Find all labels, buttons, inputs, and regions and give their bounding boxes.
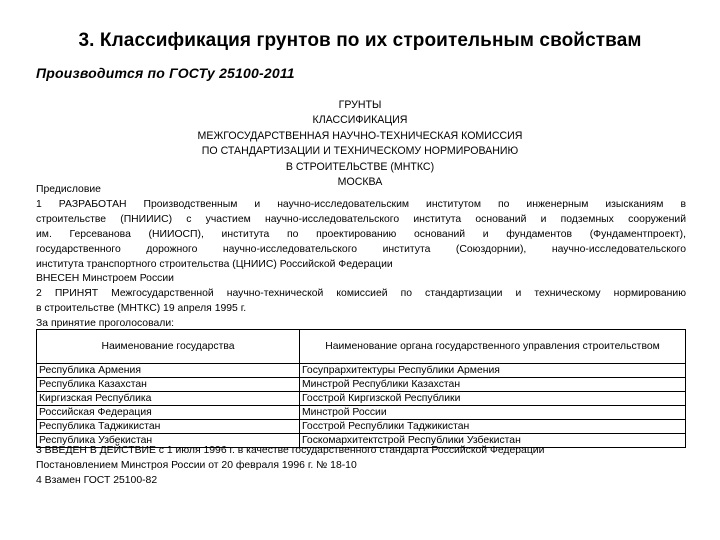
state-cell: Республика Узбекистан: [37, 434, 300, 448]
foreword-line: За принятие проголосовали:: [36, 318, 175, 330]
table-row: [37, 364, 686, 378]
state-cell: Республика Армения: [37, 364, 300, 378]
state-cell: Республика Казахстан: [37, 378, 300, 392]
table-header-row: [37, 330, 686, 364]
foreword-line: в строительстве (МНТКС) 19 апреля 1995 г.: [36, 303, 247, 315]
foreword-line: строительстве (ПНИИИС) с участием научно-исследовательского института оснований и подземных сооружений: [36, 213, 686, 225]
foreword-line: 2 ПРИНЯТ Межгосударственной научно-технической комиссией по стандартизации и техническому нормированию: [36, 288, 686, 300]
state-cell: Киргизская Республика: [37, 392, 300, 406]
enactment-text: [36, 444, 686, 489]
authority-cell: Минстрой России: [300, 406, 686, 420]
foreword-line: государственного дорожного научно-исследовательского института (Союздорнии), научно-исследовательского: [36, 243, 686, 255]
authority-cell: Минстрой Республики Казахстан: [300, 378, 686, 392]
column-header-state: Наименование государства: [37, 330, 300, 364]
enactment-line: 4 Взамен ГОСТ 25100-82: [36, 474, 158, 486]
foreword-line: института транспортного строительства (ЦНИИС) Российской Федерации: [36, 258, 393, 270]
voting-states-table: [36, 329, 686, 448]
enactment-line: Постановлением Минстроя России от 20 февраля 1996 г. № 18-10: [36, 459, 357, 471]
heading-line: МОСКВА: [337, 176, 383, 189]
page-title: 3. Классификация грунтов по их строительным свойствам: [78, 30, 642, 51]
state-cell: Республика Таджикистан: [37, 420, 300, 434]
table-row: [37, 406, 686, 420]
heading-line: МЕЖГОСУДАРСТВЕННАЯ НАУЧНО-ТЕХНИЧЕСКАЯ КОМИССИЯ: [197, 129, 523, 142]
authority-cell: Госстрой Киргизской Республики: [300, 392, 686, 406]
foreword-line: им. Герсеванова (НИИОСП), института по проектированию оснований и фундаментов (Фундаментпроект),: [36, 228, 686, 240]
foreword-line: ВНЕСЕН Минстроем России: [36, 273, 174, 285]
heading-line: ГРУНТЫ: [338, 99, 382, 111]
standard-heading: [36, 98, 684, 190]
page-subtitle: Производится по ГОСТу 25100-2011: [36, 65, 295, 81]
state-cell: Российская Федерация: [37, 406, 300, 420]
authority-cell: Госкомархитектстрой Республики Узбекистан: [300, 434, 686, 448]
foreword-line: 1 РАЗРАБОТАН Производственным и научно-исследовательским институтом по инженерным изысканиям в: [36, 198, 686, 210]
heading-line: В СТРОИТЕЛЬСТВЕ (МНТКС): [285, 160, 435, 173]
heading-line: КЛАССИФИКАЦИЯ: [312, 114, 408, 127]
enactment-line: 3 ВВЕДЕН В ДЕЙСТВИЕ с 1 июля 1996 г. в качестве государственного стандарта Российской Федерации: [36, 445, 545, 456]
table-row: [37, 392, 686, 406]
table-row: [37, 420, 686, 434]
foreword-text: [36, 183, 686, 332]
authority-cell: Госупрархитектуры Республики Армения: [300, 364, 686, 378]
table-row: [37, 378, 686, 392]
heading-line: ПО СТАНДАРТИЗАЦИИ И ТЕХНИЧЕСКОМУ НОРМИРОВАНИЮ: [201, 145, 519, 158]
column-header-authority: Наименование органа государственного управления строительством: [300, 330, 686, 364]
foreword-line: Предисловие: [36, 184, 101, 195]
authority-cell: Госстрой Республики Таджикистан: [300, 420, 686, 434]
